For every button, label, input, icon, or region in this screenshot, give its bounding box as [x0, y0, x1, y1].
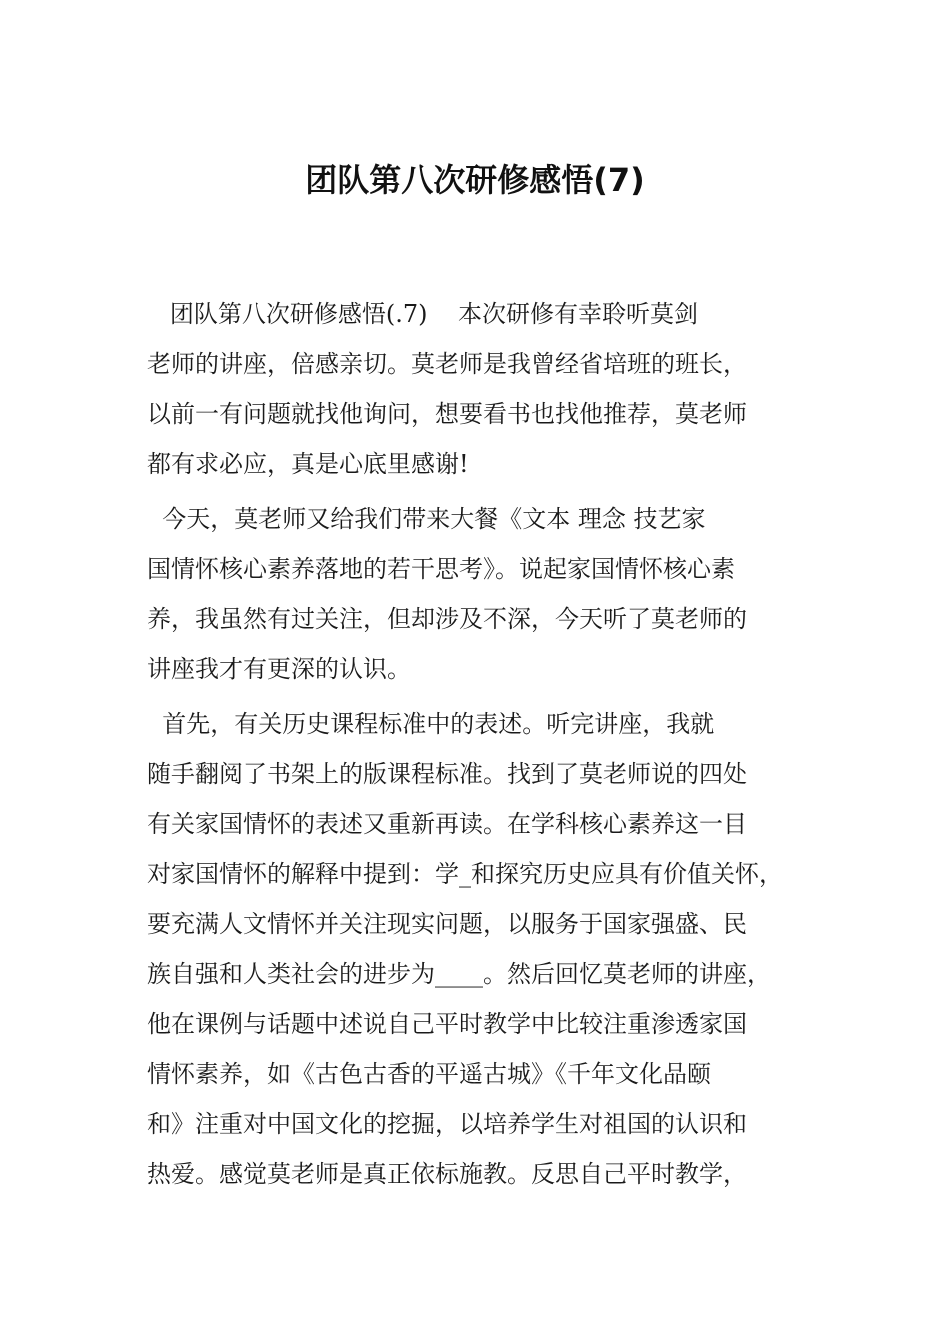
text-line: 对家国情怀的解释中提到：学_和探究历史应具有价值关怀， — [147, 860, 783, 888]
text-line: 今天，莫老师又给我们带来大餐《文本 理念 技艺家 — [147, 505, 706, 533]
text-line: 他在课例与话题中述说自己平时教学中比较注重渗透家国 — [147, 1010, 747, 1038]
document-title: 团队第八次研修感悟(7) — [305, 161, 645, 199]
text-line: 养，我虽然有过关注，但却涉及不深，今天听了莫老师的 — [147, 605, 747, 633]
text-line: 热爱。感觉莫老师是真正依标施教。反思自己平时教学， — [147, 1160, 747, 1188]
text-line: 讲座我才有更深的认识。 — [147, 655, 411, 683]
text-line: 团队第八次研修感悟(.7) 本次研修有幸聆听莫剑 — [147, 300, 699, 328]
text-line: 以前一有问题就找他询问，想要看书也找他推荐，莫老师 — [147, 400, 747, 428]
paragraph-1 — [147, 289, 819, 489]
text-line: 都有求必应，真是心底里感谢! — [147, 450, 469, 478]
document-body — [147, 289, 819, 1199]
paragraph-3 — [147, 699, 819, 1199]
paragraph-2 — [147, 494, 819, 694]
text-line: 首先，有关历史课程标准中的表述。听完讲座，我就 — [147, 710, 715, 738]
text-line: 要充满人文情怀并关注现实问题，以服务于国家强盛、民 — [147, 910, 747, 938]
text-line: 有关家国情怀的表述又重新再读。在学科核心素养这一目 — [147, 810, 747, 838]
text-line: 随手翻阅了书架上的版课程标准。找到了莫老师说的四处 — [147, 760, 747, 788]
text-line: 情怀素养，如《古色古香的平遥古城》《千年文化品颐 — [147, 1060, 711, 1088]
text-line: 族自强和人类社会的进步为____。然后回忆莫老师的讲座， — [147, 960, 771, 988]
text-line: 国情怀核心素养落地的若干思考》。说起家国情怀核心素 — [147, 555, 735, 583]
text-line: 和》注重对中国文化的挖掘，以培养学生对祖国的认识和 — [147, 1110, 747, 1138]
text-line: 老师的讲座，倍感亲切。莫老师是我曾经省培班的班长， — [147, 350, 747, 378]
